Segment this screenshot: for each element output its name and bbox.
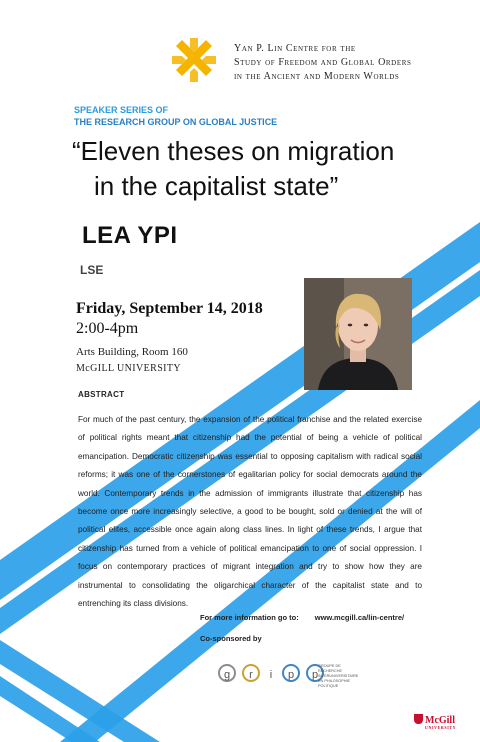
more-info-label: For more information go to: — [200, 613, 299, 622]
gripp-letter-i: i — [269, 669, 273, 681]
speaker-name: LEA YPI — [82, 222, 178, 249]
centre-name-line-2: Study of Freedom and Global Orders — [234, 57, 412, 68]
gripp-letter-r: r — [242, 664, 260, 682]
centre-name-line-1: Yan P. Lin Centre for the — [234, 43, 356, 54]
gripp-letter-p2: p — [306, 664, 324, 682]
cosponsor-label: Co-sponsored by — [200, 634, 262, 643]
more-info — [200, 613, 404, 622]
event-date: Friday, September 14, 2018 — [76, 300, 263, 317]
talk-title-line-2: in the capitalist state” — [94, 171, 339, 201]
event-time: 2:00-4pm — [76, 320, 139, 337]
gripp-descriptor — [318, 664, 358, 689]
event-university: McGILL UNIVERSITY — [76, 363, 182, 374]
centre-name — [234, 42, 474, 84]
gripp-descriptor-line: RECHERCHE — [318, 669, 343, 673]
series-line-2: THE RESEARCH GROUP ON GLOBAL JUSTICE — [74, 117, 278, 127]
talk-title — [72, 134, 432, 204]
abstract-text: For much of the past century, the expansion of the political franchise and the related exercise of political rights meant that citizenship had the potential of being a vehicle of political emancipation. Democratic citizenship was essential to opposing capitalism with radical social reforms; it was one of the cornerstones of egalitarian policy for social democrats around the world. Contemporary trends in the admission of immigrants illustrate that citizenship has become once more increasingly selective, a good to be bought, sold or denied at the will of political elites, accessible once again along class lines. In light of these trends, I argue that citizenship has turned from a vehicle of political emancipation to one of social oppression. I focus on contemporary practices of migrant integration and try to show how they are instrumental to consolidating the oligarchical character of the capitalist state and to entrenching its class divisions. — [78, 415, 422, 609]
gripp-descriptor-line: POLITIQUE — [318, 684, 339, 688]
speaker-affiliation: LSE — [80, 263, 104, 277]
series-line-1: SPEAKER SERIES OF — [74, 105, 169, 115]
gripp-logo — [218, 664, 330, 688]
gripp-descriptor-line: GROUPE DE — [318, 664, 341, 668]
event-venue: Arts Building, Room 160 — [76, 346, 188, 358]
gripp-letter-p1: p — [282, 664, 300, 682]
mcgill-sub: UNIVERSITY — [425, 725, 457, 730]
gripp-descriptor-line: EN PHILOSOPHIE — [318, 679, 351, 683]
mcgill-logo — [414, 714, 456, 730]
abstract-heading: ABSTRACT — [78, 390, 125, 399]
speaker-series — [74, 104, 277, 128]
centre-name-line-3: in the Ancient and Modern Worlds — [234, 71, 400, 82]
gripp-letter-g: g — [218, 664, 236, 682]
talk-title-line-1: “Eleven theses on migration — [72, 136, 395, 166]
more-info-link[interactable]: www.mcgill.ca/lin-centre/ — [314, 613, 405, 622]
mcgill-name: McGill — [425, 715, 455, 726]
gripp-descriptor-line: INTERUNIVERSITAIRE — [318, 674, 359, 678]
cross-star-logo-icon — [172, 38, 216, 82]
speaker-photo — [304, 278, 412, 390]
mcgill-shield-icon — [414, 714, 423, 724]
